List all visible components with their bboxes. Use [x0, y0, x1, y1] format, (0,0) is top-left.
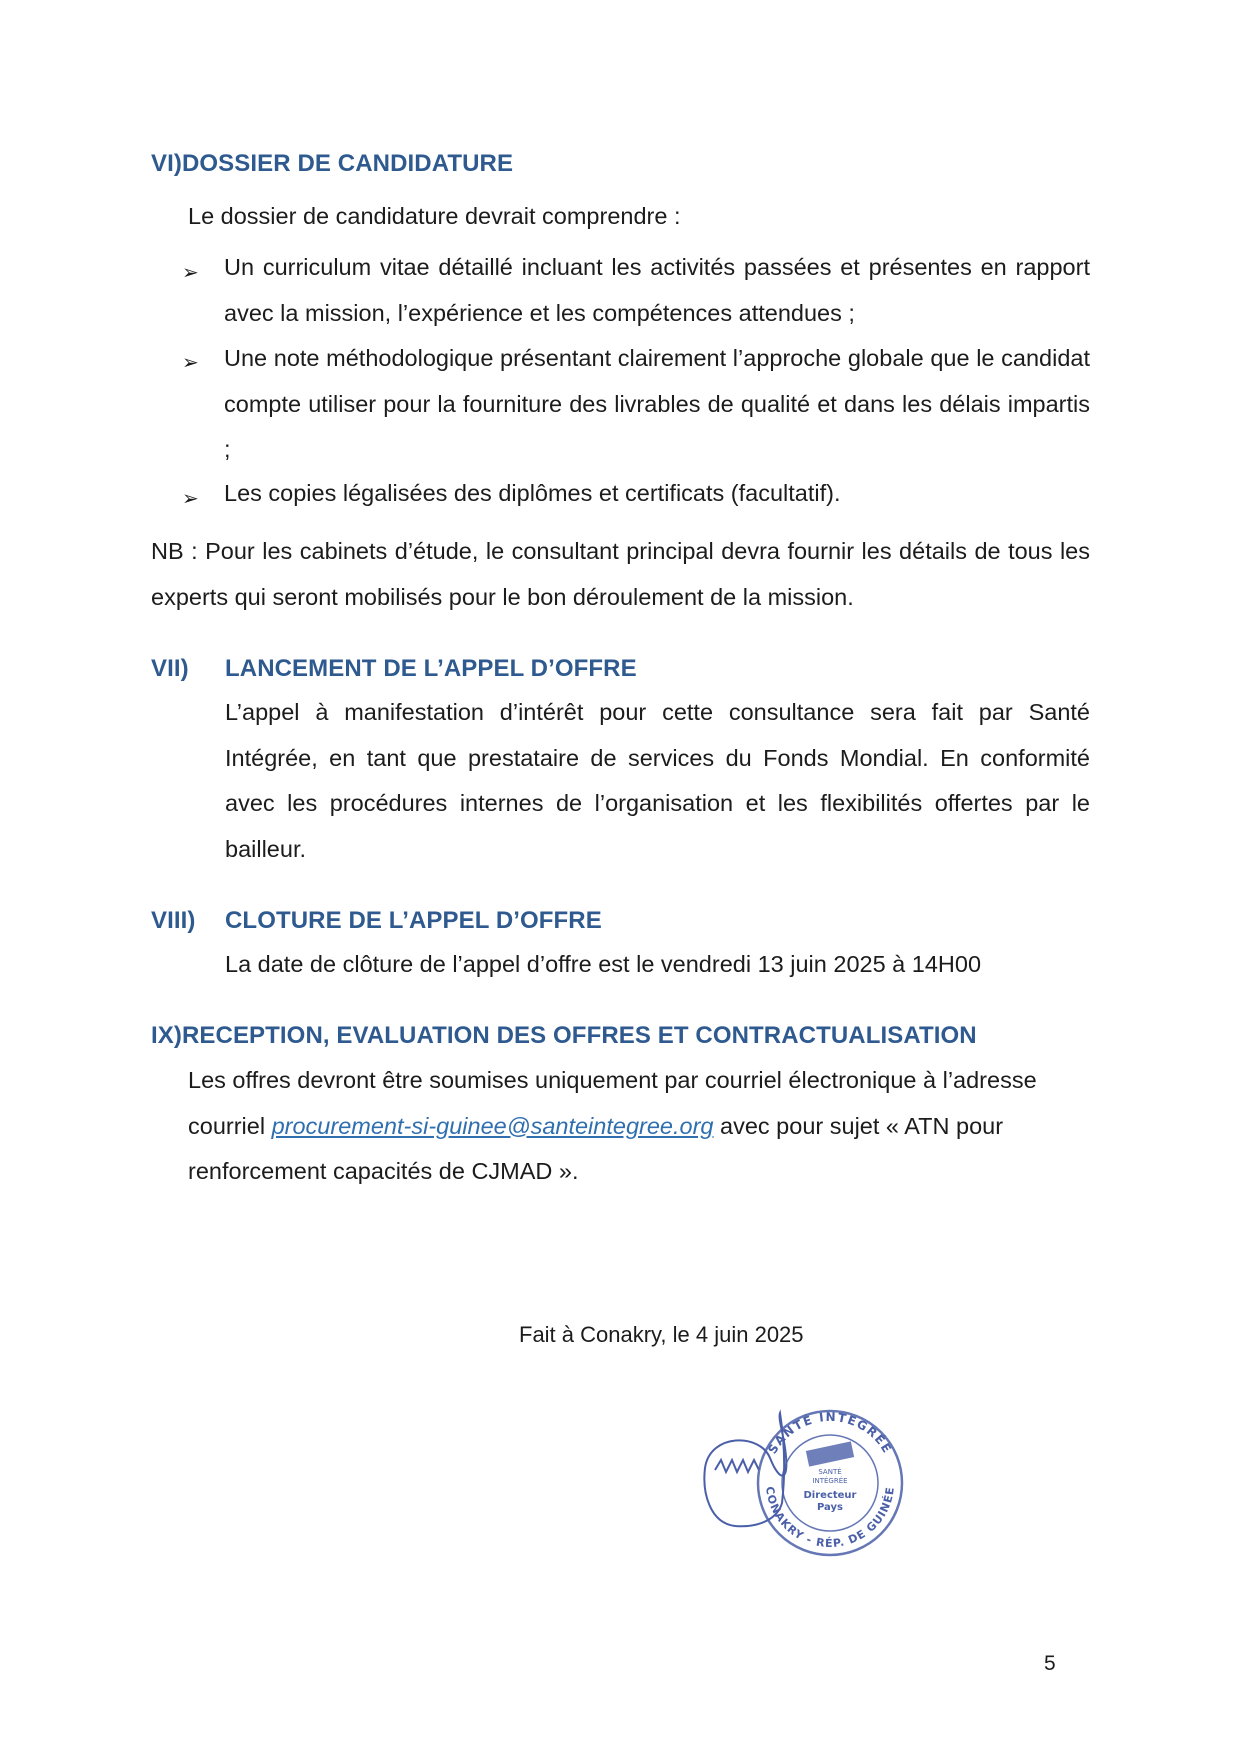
section-viii-number: VIII)	[151, 907, 196, 934]
bullet-arrow-icon: ➢	[182, 488, 199, 510]
section-vii-heading	[151, 655, 637, 683]
stamp-center-2: INTÉGRÉE	[812, 1477, 848, 1485]
section-vii-title: LANCEMENT DE L’APPEL D’OFFRE	[225, 655, 637, 682]
section-vi-title: DOSSIER DE CANDIDATURE	[181, 150, 514, 177]
section-viii-heading	[151, 907, 602, 935]
stamp-center-1: SANTÉ	[818, 1468, 842, 1476]
stamp-role-2: Pays	[817, 1502, 843, 1513]
section-ix-title: RECEPTION, EVALUATION DES OFFRES ET CONTRACTUALISATION	[181, 1022, 977, 1049]
section-ix-text	[188, 1058, 1068, 1195]
section-vi-number: VI)	[151, 150, 182, 177]
place-and-date: Fait à Conakry, le 4 juin 2025	[519, 1322, 804, 1347]
section-viii-title: CLOTURE DE L’APPEL D’OFFRE	[225, 907, 602, 934]
section-ix-text-after: avec pour sujet « ATN pour renforcement capacités de CJMAD ».	[188, 1112, 1004, 1184]
bullet-arrow-icon: ➢	[182, 262, 199, 284]
page-number: 5	[1044, 1652, 1056, 1675]
section-ix-number: IX)	[151, 1022, 182, 1049]
bullet-item-cv: Un curriculum vitae détaillé incluant les activités passées et présentes en rapport avec la mission, l’expérience et les compétences attendues ;	[224, 254, 1090, 326]
section-ix-heading	[151, 1022, 977, 1050]
section-viii-text: La date de clôture de l’appel d’offre est le vendredi 13 juin 2025 à 14H00	[225, 951, 982, 977]
section-ix-text-before: Les offres devront être soumises uniquement par courriel électronique à l’adresse courriel	[188, 1067, 1037, 1139]
section-vi-intro: Le dossier de candidature devrait comprendre :	[188, 203, 681, 229]
section-vii-text: L’appel à manifestation d’intérêt pour cette consultance sera fait par Santé Intégrée, en tant que prestataire de services du Fonds Mondial. En conformité avec les procédures internes de l’organisation et les flexibilités offertes par le bailleur.	[225, 699, 1090, 862]
bullet-arrow-icon: ➢	[182, 352, 199, 374]
stamp-top-text: SANTÉ INTEGRÉE	[765, 1409, 895, 1457]
contact-email-link[interactable]: procurement-si-guinee@santeintegree.org	[271, 1112, 714, 1139]
stamp-role-1: Directeur	[803, 1490, 857, 1501]
bullet-item-methodology: Une note méthodologique présentant clairement l’approche globale que le candidat compte utiliser pour la fourniture des livrables de qualité et dans les délais impartis ;	[224, 345, 1090, 462]
official-stamp	[700, 1408, 920, 1558]
section-vi-heading	[151, 150, 513, 178]
section-vi-note: NB : Pour les cabinets d’étude, le consultant principal devra fournir les détails de tous les experts qui seront mobilisés pour le bon déroulement de la mission.	[151, 538, 1090, 610]
stamp-bottom-text: CONAKRY - RÉP. DE GUINÉE	[762, 1485, 897, 1551]
bullet-item-copies: Les copies légalisées des diplômes et certificats (facultatif).	[224, 480, 841, 506]
section-vii-number: VII)	[151, 655, 189, 682]
